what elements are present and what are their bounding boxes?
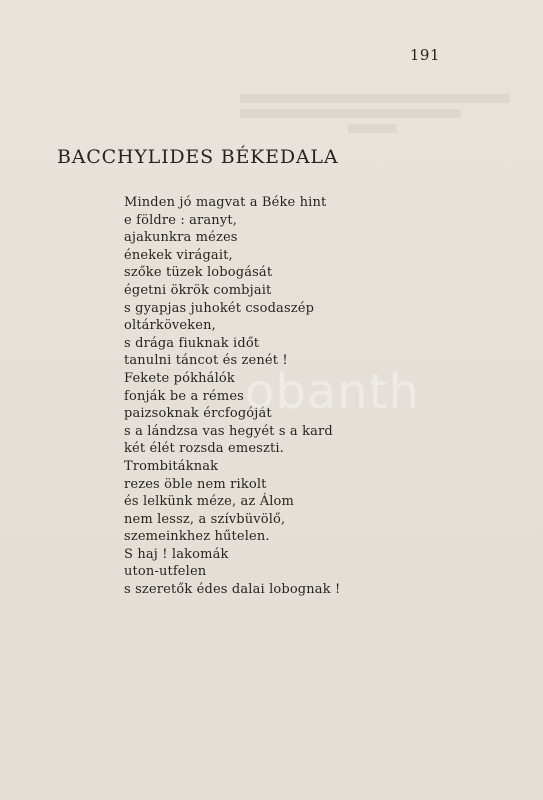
poem-line: s szeretők édes dalai lobognak ! <box>124 582 341 598</box>
poem-line: paizsoknak ércfogóját <box>124 406 272 422</box>
poem-line: ajakunkra mézes <box>124 230 238 246</box>
poem-line: s drága fiuknak időt <box>124 335 260 351</box>
poem-line: nem lessz, a szívbüvölő, <box>124 511 286 527</box>
poem-line: két élét rozsda emeszti. <box>124 441 284 457</box>
poem-line: S haj ! lakomák <box>124 546 229 562</box>
watermark: obanth <box>245 364 420 420</box>
page-number: 191 <box>409 46 440 64</box>
poem-line: Minden jó magvat a Béke hint <box>124 195 327 210</box>
poem-line: és lelkünk méze, az Álom <box>124 494 294 510</box>
poem-line: énekek virágait, <box>124 247 233 263</box>
poem-line: oltárköveken, <box>124 318 216 334</box>
poem-line: Trombitáknak <box>124 458 219 474</box>
poem-line: Fekete pókhálók <box>124 370 235 386</box>
poem-line: uton-utfelen <box>124 564 207 580</box>
show-through-text <box>240 88 510 148</box>
poem-line: égetni ökrök combjait <box>124 282 272 298</box>
poem-line: szemeinkhez hűtelen. <box>124 529 270 545</box>
poem-line: s a lándzsa vas hegyét s a kard <box>124 423 333 439</box>
poem-line: szőke tüzek lobogását <box>124 265 273 281</box>
poem-line: e földre : aranyt, <box>124 212 237 228</box>
poem-line: rezes öble nem rikolt <box>124 476 267 492</box>
poem-title: BACCHYLIDES BÉKEDALA <box>57 146 339 168</box>
poem-line: s gyapjas juhokét csodaszép <box>124 300 315 316</box>
poem-line: fonják be a rémes <box>124 388 244 404</box>
poem-line: tanulni táncot és zenét ! <box>124 353 288 369</box>
